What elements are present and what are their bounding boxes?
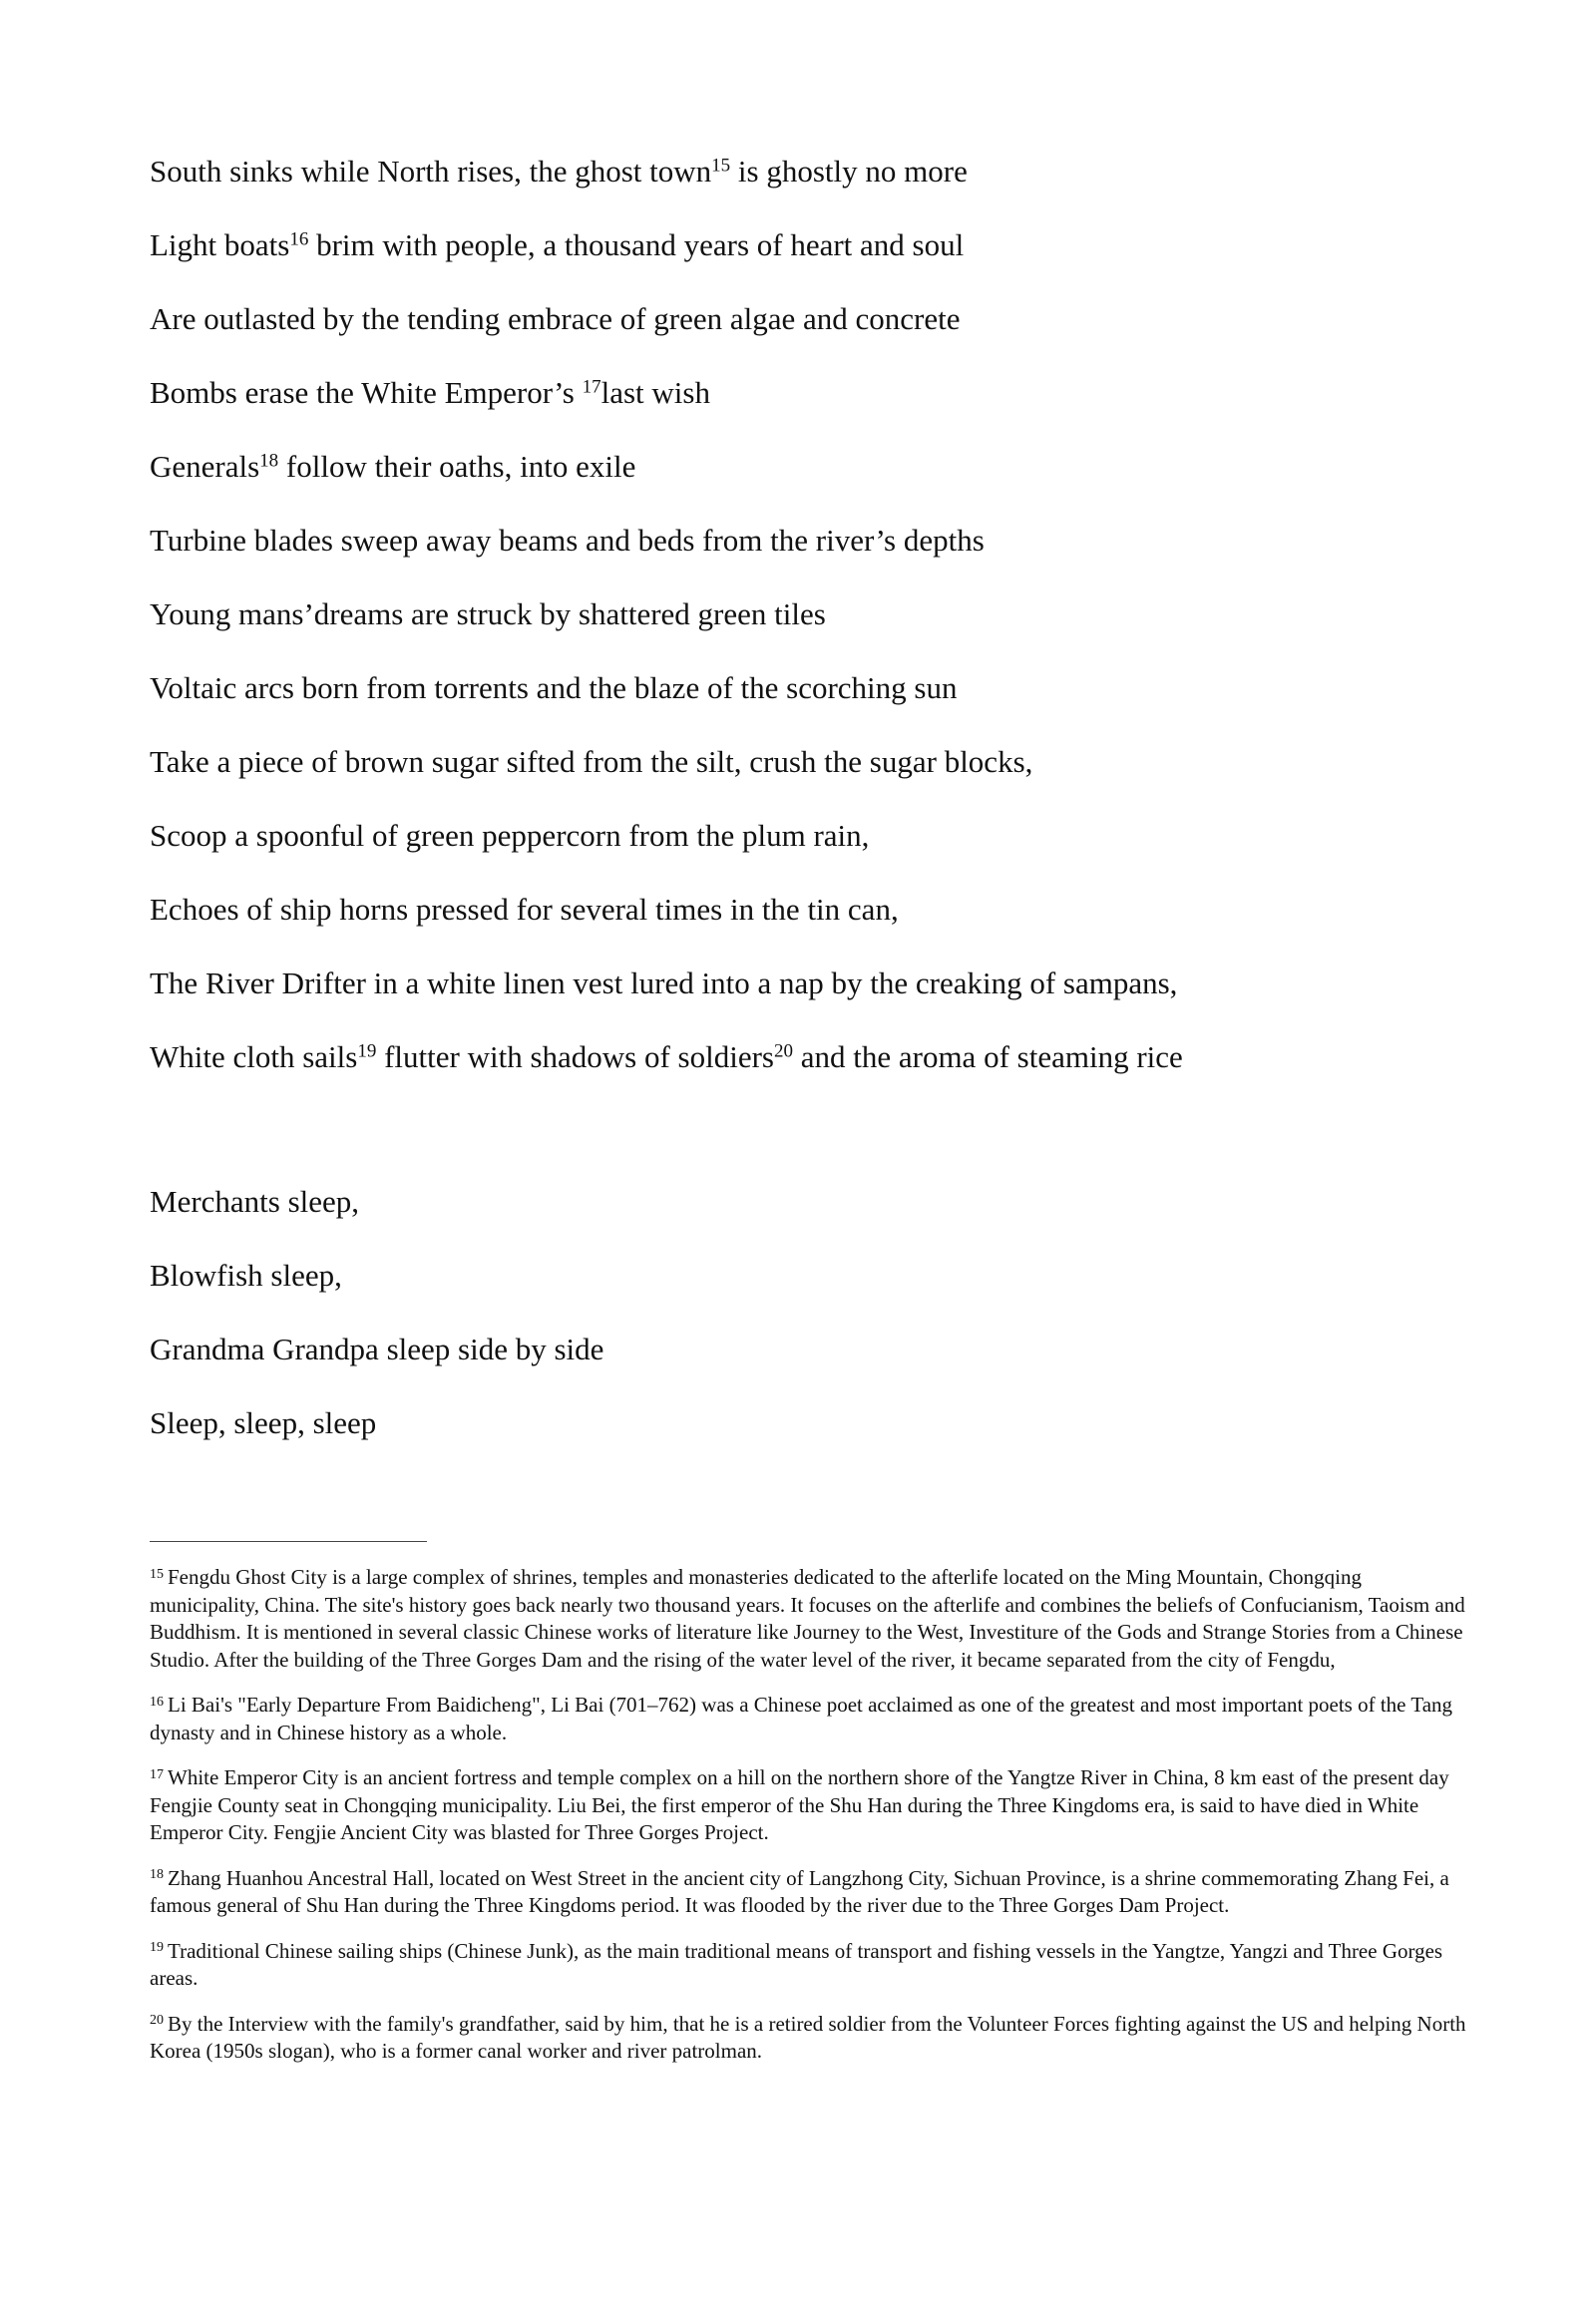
line-text: is ghostly no more — [730, 154, 968, 189]
footnote-reference-18[interactable]: 18 — [259, 450, 279, 472]
poem-line — [150, 1037, 1476, 1077]
line-text: Echoes of ship horns pressed for several times in the tin can, — [150, 892, 899, 927]
footnote-number: 18 — [150, 1867, 164, 1883]
footnote-separator — [150, 1541, 427, 1542]
footnote-18 — [150, 1865, 1476, 1920]
poem-line — [150, 816, 1476, 856]
footnote-reference-16[interactable]: 16 — [289, 228, 309, 250]
line-text: Young mans’dreams are struck by shattered green tiles — [150, 596, 826, 631]
line-text: White cloth sails — [150, 1039, 358, 1074]
footnote-reference-20[interactable]: 20 — [773, 1040, 793, 1062]
line-text: Scoop a spoonful of green peppercorn from the plum rain, — [150, 818, 870, 853]
footnote-reference-17[interactable]: 17 — [582, 376, 601, 398]
line-text: flutter with shadows of soldiers — [376, 1039, 774, 1074]
line-text: The River Drifter in a white linen vest lured into a nap by the creaking of sampans, — [150, 965, 1178, 1000]
poem-line: Blowfish sleep, — [150, 1258, 342, 1293]
footnote-number: 19 — [150, 1940, 164, 1956]
line-text: Generals — [150, 449, 260, 484]
footnote-number: 15 — [150, 1566, 164, 1582]
line-text: South sinks while North rises, the ghost town — [150, 154, 712, 189]
footnotes-section — [150, 1564, 1476, 2084]
line-text: follow their oaths, into exile — [278, 449, 636, 484]
poem-line — [150, 299, 1476, 339]
poem-line — [150, 594, 1476, 634]
poem-line — [150, 447, 1476, 487]
poem-stanza-2 — [150, 1182, 1476, 1477]
line-text: Are outlasted by the tending embrace of green algae and concrete — [150, 301, 961, 336]
line-text: Light boats — [150, 227, 290, 262]
line-text: last wish — [600, 375, 710, 410]
footnote-number: 17 — [150, 1766, 164, 1782]
footnote-text: By the Interview with the family's grandfather, said by him, that he is a retired soldier from the Volunteer Forces fighting against the US and helping North Korea (1950s slogan), who is a former canal worker and river patrolman. — [150, 2011, 1466, 2063]
footnote-text: Traditional Chinese sailing ships (Chinese Junk), as the main traditional means of transport and fishing vessels in the Yangtze, Yangzi and Three Gorges areas. — [150, 1938, 1443, 1990]
line-text: Take a piece of brown sugar sifted from the silt, crush the sugar blocks, — [150, 744, 1033, 779]
footnote-19 — [150, 1938, 1476, 1993]
line-text: Turbine blades sweep away beams and beds from the river’s depths — [150, 523, 985, 558]
footnote-16 — [150, 1692, 1476, 1746]
poem-line — [150, 225, 1476, 265]
poem-line — [150, 521, 1476, 561]
poem-line — [150, 963, 1476, 1003]
poem-line — [150, 152, 1476, 192]
line-text: Bombs erase the White Emperor’s — [150, 375, 583, 410]
footnote-text: White Emperor City is an ancient fortress and temple complex on a hill on the northern shore of the Yangtze River in China, 8 km east of the present day Fengjie County seat in Chongqing municipality. Liu Bei, the first emperor of the Shu Han during the Three Kingdoms era, is said to have died in White Emperor City. Fengjie Ancient City was blasted for Three Gorges Project. — [150, 1765, 1449, 1844]
footnote-text: Li Bai's "Early Departure From Baidicheng", Li Bai (701–762) was a Chinese poet acclaimed as one of the greatest and most important poets of the Tang dynasty and in Chinese history as a whole. — [150, 1693, 1453, 1744]
poem-stanza-1 — [150, 152, 1476, 1111]
poem-line — [150, 890, 1476, 930]
line-text: Voltaic arcs born from torrents and the blaze of the scorching sun — [150, 670, 958, 705]
footnote-number: 20 — [150, 2013, 164, 2029]
poem-line: Merchants sleep, — [150, 1184, 360, 1219]
line-text: and the aroma of steaming rice — [792, 1039, 1183, 1074]
poem-line — [150, 668, 1476, 708]
footnote-reference-15[interactable]: 15 — [711, 155, 731, 177]
poem-line: Sleep, sleep, sleep — [150, 1405, 377, 1440]
footnote-text: Fengdu Ghost City is a large complex of shrines, temples and monasteries dedicated to the afterlife located on the Ming Mountain, Chongqing municipality, China. The site's history goes back nearly two thousand years. It focuses on the afterlife and combines the beliefs of Confucianism, Taoism and Buddhism. It is mentioned in several classic Chinese works of literature like Journey to the West, Investiture of the Gods and Strange Stories from a Chinese Studio. After the building of the Three Gorges Dam and the rising of the water level of the river, it became separated from the city of Fengdu, — [150, 1565, 1465, 1672]
poem-line: Grandma Grandpa sleep side by side — [150, 1332, 604, 1366]
footnote-15 — [150, 1564, 1476, 1674]
footnote-17 — [150, 1764, 1476, 1847]
line-text: brim with people, a thousand years of heart and soul — [308, 227, 965, 262]
poem-line — [150, 373, 1476, 413]
footnote-text: Zhang Huanhou Ancestral Hall, located on West Street in the ancient city of Langzhong City, Sichuan Province, is a shrine commemorating Zhang Fei, a famous general of Shu Han during the Three Kingdoms period. It was flooded by the river due to the Three Gorges Dam Project. — [150, 1865, 1449, 1917]
footnote-20 — [150, 2011, 1476, 2066]
footnote-reference-19[interactable]: 19 — [357, 1040, 377, 1062]
footnote-number: 16 — [150, 1694, 164, 1710]
poem-line — [150, 742, 1476, 782]
